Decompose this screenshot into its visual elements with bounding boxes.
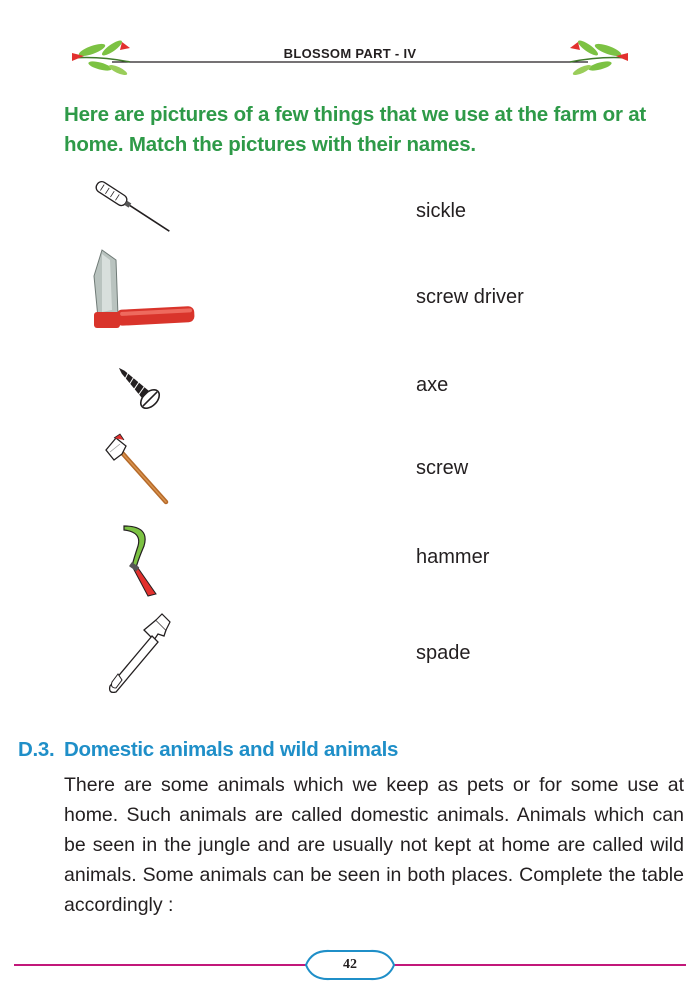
name-screw-driver: screw driver — [416, 286, 524, 308]
name-sickle: sickle — [416, 200, 467, 222]
name-axe: axe — [416, 374, 449, 396]
section-title: Domestic animals and wild animals — [64, 738, 399, 761]
screw-icon — [112, 360, 164, 414]
section-paragraph — [64, 770, 684, 920]
hammer-icon — [104, 612, 174, 698]
page-header — [0, 0, 700, 90]
axe-icon — [100, 432, 172, 506]
name-hammer: hammer — [416, 546, 490, 568]
spade-icon — [80, 246, 198, 358]
section-heading — [18, 738, 398, 762]
page-number: 42 — [343, 957, 357, 972]
paragraph-text: There are some animals which we keep as pets or for some use at home. Such animals are called domestic animals. Animals which can be seen in the jungle and are usually not kept at home are called wild animals. Some animals can be seen in both places. Complete the table accordingly : — [64, 774, 684, 916]
name-spade: spade — [416, 642, 471, 664]
exercise-instruction: Here are pictures of a few things that we use at the farm or at home. Match the pictures with their names. — [64, 103, 647, 156]
sickle-icon — [104, 522, 168, 598]
section-number: D.3. — [18, 738, 55, 761]
screwdriver-icon — [92, 178, 184, 242]
header-ornament — [0, 0, 700, 90]
book-title: BLOSSOM PART - IV — [283, 46, 417, 61]
name-screw: screw — [416, 457, 469, 479]
